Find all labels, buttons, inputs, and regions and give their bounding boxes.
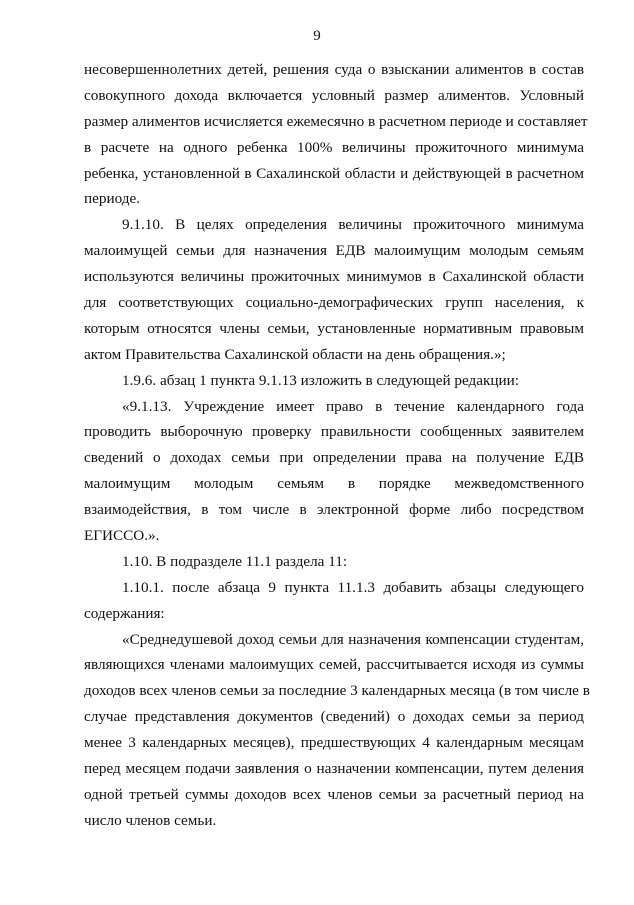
text-line: доходов всех членов семьи за последние 3 календарных месяца (в том числе в [84, 682, 590, 700]
text-line: сведений о доходах семьи при определении права на получение ЕДВ [84, 449, 584, 467]
text-line: малоимущим молодым семьям в порядке межведомственного [84, 475, 584, 493]
text-line: одной третьей суммы доходов всех членов семьи за расчетный период на [84, 785, 584, 803]
text-line: для соответствующих социально-демографических групп населения, к [84, 294, 584, 312]
text-line: случае представления документов (сведений) о доходах семьи за период [84, 708, 584, 726]
text-line: 1.10.1. после абзаца 9 пункта 11.1.3 добавить абзацы следующего [122, 578, 584, 596]
text-line: ребенка, установленной в Сахалинской области и действующей в расчетном [84, 164, 584, 182]
text-line: 1.9.6. абзац 1 пункта 9.1.13 изложить в следующей редакции: [122, 371, 519, 389]
text-line: «Среднедушевой доход семьи для назначения компенсации студентам, [122, 630, 584, 648]
document-body [84, 57, 590, 834]
text-line: используются величины прожиточных минимумов в Сахалинской области [84, 268, 584, 286]
text-line: «9.1.13. Учреждение имеет право в течение календарного года [122, 397, 584, 415]
text-line: несовершеннолетних детей, решения суда о взыскании алиментов в состав [84, 61, 584, 78]
text-line: актом Правительства Сахалинской области на день обращения.»; [84, 345, 506, 363]
text-line: проводить выборочную проверку правильности сообщенных заявителем [84, 423, 584, 441]
text-line: малоимущей семьи для назначения ЕДВ малоимущим молодым семьям [84, 242, 584, 260]
text-line: совокупного дохода включается условный размер алиментов. Условный [84, 86, 584, 104]
text-line: ЕГИССО.». [84, 527, 160, 545]
text-line: перед месяцем подачи заявления о назначении компенсации, путем деления [84, 760, 584, 778]
text-line: размер алиментов исчисляется ежемесячно в расчетном периоде и составляет [84, 112, 588, 130]
page-number: 9 [313, 28, 321, 44]
text-line: менее 3 календарных месяцев), предшествующих 4 календарным месяцам [84, 734, 584, 752]
text-line: взаимодействия, в том числе в электронной форме либо посредством [84, 501, 584, 519]
text-line: число членов семьи. [84, 811, 217, 829]
text-line: в расчете на одного ребенка 100% величины прожиточного минимума [84, 138, 584, 156]
text-line: которым относятся члены семьи, установленные нормативным правовым [84, 319, 584, 337]
text-line: 9.1.10. В целях определения величины прожиточного минимума [122, 216, 584, 234]
text-line: являющихся членами малоимущих семей, рассчитывается исходя из суммы [84, 656, 584, 674]
text-line: периоде. [84, 190, 141, 208]
text-line: 1.10. В подразделе 11.1 раздела 11: [122, 552, 348, 570]
text-line: содержания: [84, 604, 165, 622]
